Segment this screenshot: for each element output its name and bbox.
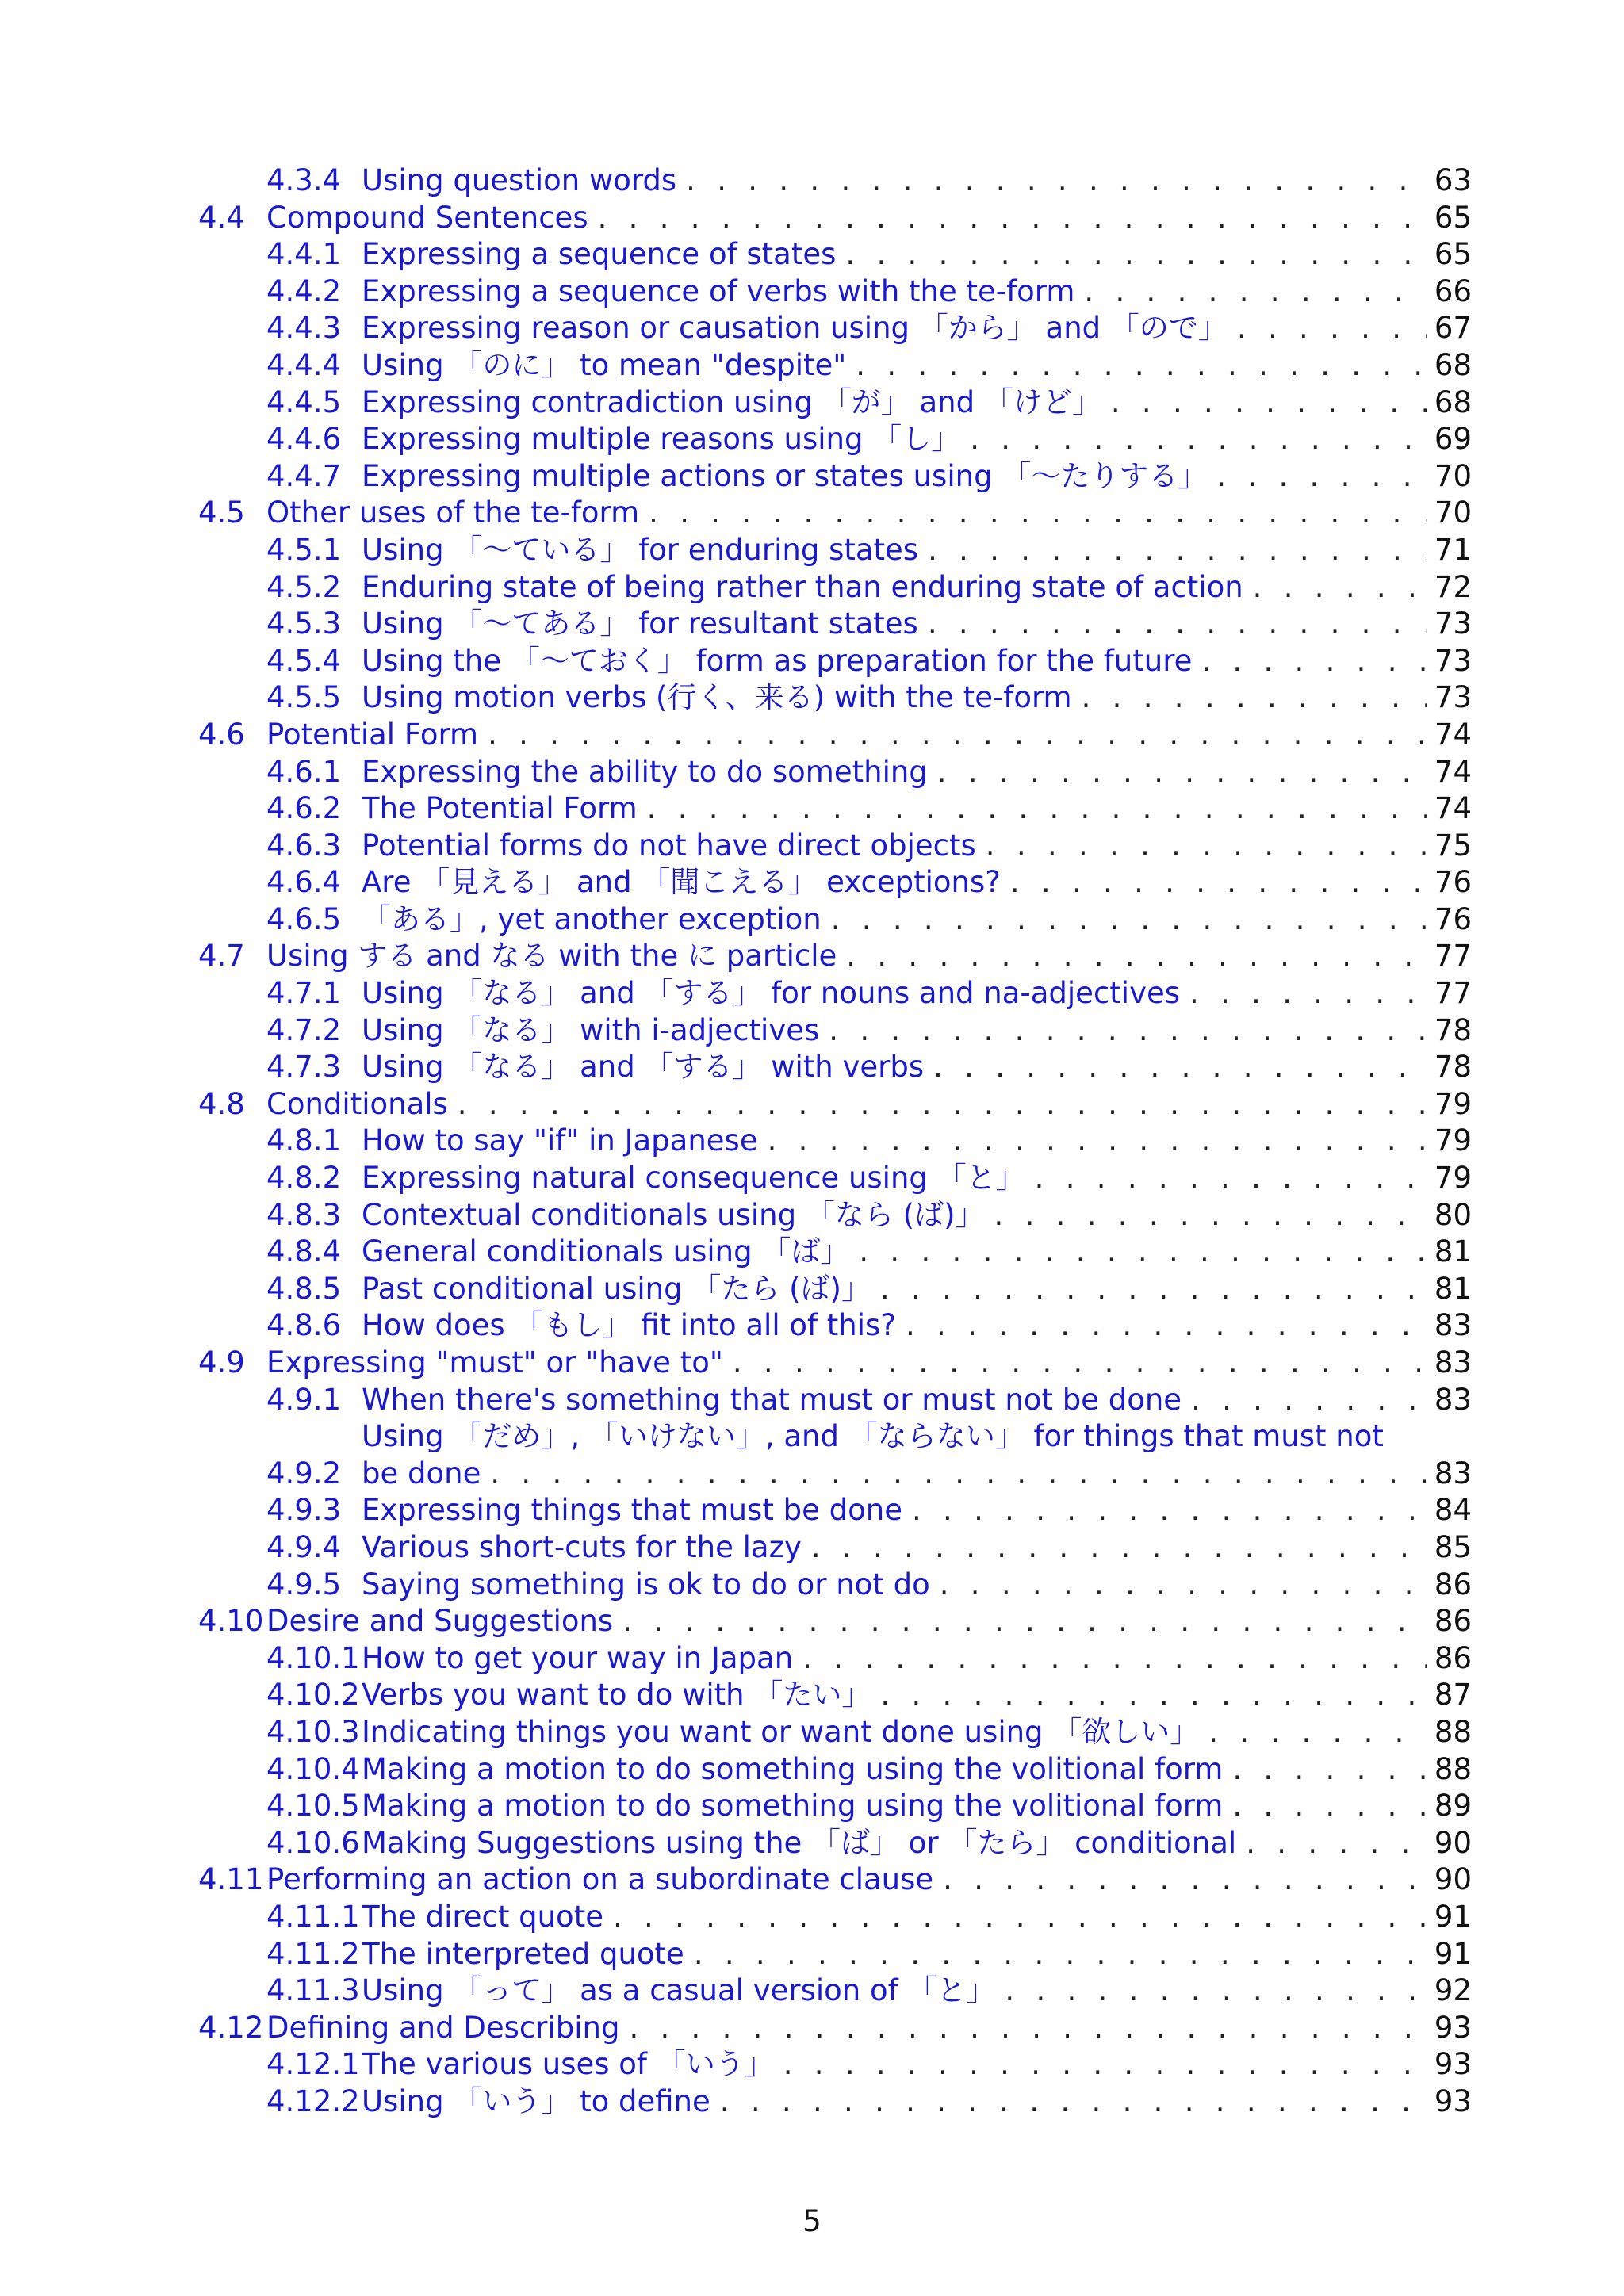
dot-leader: [822, 901, 1427, 939]
toc-entry-page: 71: [1434, 532, 1472, 567]
toc-entry[interactable]: [198, 1603, 1472, 1640]
toc-entry[interactable]: [198, 1825, 1472, 1862]
toc-entry-page: 79: [1434, 1161, 1472, 1196]
toc-entry-title: Expressing a sequence of verbs with the te-form: [362, 274, 1075, 308]
dot-leader: [976, 828, 1427, 865]
toc-entry-page: 78: [1434, 1050, 1472, 1085]
toc-entry-number: 4.10.1: [266, 1640, 360, 1675]
toc-entry-number: 4.11: [198, 1862, 264, 1897]
toc-entry-title: Using the 「～ておく」 form as preparation for the future: [362, 643, 1193, 678]
toc-entry[interactable]: [198, 1567, 1472, 1604]
dot-leader: [1072, 679, 1427, 717]
toc-entry-title: Expressing reason or causation using 「から」 and 「ので」: [362, 311, 1228, 346]
dot-leader: [1223, 1751, 1427, 1789]
toc-entry-title: How to say "if" in Japanese: [362, 1123, 758, 1158]
toc-entry-title: The direct quote: [362, 1899, 603, 1934]
dot-leader: [995, 1973, 1427, 2010]
toc-entry[interactable]: [198, 717, 1472, 754]
toc-entry-number: 4.9.2: [266, 1456, 342, 1490]
toc-entry-title: Making Suggestions using the 「ば」 or 「たら」 conditional: [362, 1825, 1237, 1860]
dot-leader: [837, 938, 1427, 975]
dot-leader: [638, 790, 1427, 828]
toc-entry[interactable]: [198, 347, 1472, 385]
toc-entry-number: 4.9: [198, 1345, 245, 1380]
toc-entry-title: Other uses of the te-form: [266, 496, 640, 530]
toc-entry-number: 4.4.6: [266, 422, 342, 457]
dot-leader: [1243, 569, 1427, 607]
toc-entry-number: 4.10.2: [266, 1678, 360, 1712]
toc-entry-number: 4.5.4: [266, 643, 342, 678]
toc-entry-number: 4.10.5: [266, 1789, 360, 1823]
toc-entry-number: 4.9.5: [266, 1567, 342, 1601]
toc-entry[interactable]: [198, 938, 1472, 975]
toc-entry-number: 4.6.2: [266, 791, 342, 826]
toc-entry-number: 4.6: [198, 717, 245, 752]
toc-entry-number: 4.8.6: [266, 1308, 342, 1343]
toc-entry-number: 4.4.4: [266, 347, 342, 382]
toc-entry[interactable]: [198, 901, 1472, 939]
toc-entry[interactable]: [198, 1012, 1472, 1050]
toc-entry-title: Enduring state of being rather than enduring state of action: [362, 569, 1243, 604]
toc-entry[interactable]: [198, 1492, 1472, 1529]
toc-entry-number: 4.6.5: [266, 901, 342, 936]
toc-entry-page: 73: [1434, 680, 1472, 715]
toc-entry[interactable]: [198, 1936, 1472, 1973]
toc-entry-title: Expressing natural consequence using 「と」: [362, 1161, 1025, 1196]
dot-leader: [819, 1012, 1427, 1050]
toc-entry-number: 4.8.2: [266, 1161, 342, 1196]
toc-entry-number: 4.5.3: [266, 607, 342, 641]
toc-entry-number: 4.5: [198, 496, 245, 530]
toc-entry-page: 68: [1434, 385, 1472, 419]
toc-entry[interactable]: [198, 790, 1472, 828]
toc-entry-number: 4.4: [198, 200, 245, 235]
dot-leader: [710, 2084, 1427, 2121]
toc-entry[interactable]: [198, 754, 1472, 791]
page-number: 5: [802, 2204, 822, 2238]
dot-leader: [918, 532, 1427, 569]
toc-entry-title: Desire and Suggestions: [266, 1604, 614, 1639]
toc-entry[interactable]: [198, 1677, 1472, 1714]
toc-entry-page: 88: [1434, 1751, 1472, 1786]
toc-entry-number: 4.9.1: [266, 1382, 342, 1417]
toc-entry-title: Compound Sentences: [266, 200, 588, 235]
toc-entry-title: Using question words: [362, 163, 677, 197]
dot-leader: [676, 163, 1427, 200]
toc-entry-number: 4.8: [198, 1086, 245, 1121]
toc-entry-title: Making a motion to do something using the volitional form: [362, 1789, 1224, 1823]
toc-entry-title: Expressing things that must be done: [362, 1493, 902, 1528]
toc-entry-title: Making a motion to do something using the volitional form: [362, 1751, 1224, 1786]
toc-entry-number: 4.11.3: [266, 1973, 360, 2008]
toc-entry[interactable]: [198, 532, 1472, 569]
dot-leader: [871, 1677, 1427, 1714]
toc-entry-title: When there's something that must or must not be done: [362, 1382, 1182, 1417]
dot-leader: [1074, 274, 1427, 311]
dot-leader: [603, 1899, 1427, 1936]
toc-entry-page: 86: [1434, 1640, 1472, 1675]
toc-entry-title: Expressing multiple actions or states using 「～たりする」: [362, 458, 1208, 493]
toc-entry-page: 83: [1434, 1308, 1472, 1343]
toc-entry-page: 91: [1434, 1899, 1472, 1934]
dot-leader: [478, 717, 1427, 754]
toc-entry[interactable]: [198, 643, 1472, 680]
dot-leader: [1025, 1160, 1427, 1197]
toc-entry-number: 4.4.5: [266, 385, 342, 419]
toc-entry-number: 4.6.3: [266, 828, 342, 863]
dot-leader: [448, 1086, 1427, 1123]
toc-entry-title: Potential Form: [266, 717, 479, 752]
toc-entry-number: 4.10.4: [266, 1751, 360, 1786]
toc-entry-title: Using 「～てある」 for resultant states: [362, 607, 918, 641]
toc-entry-title-continued: be done: [362, 1456, 481, 1490]
toc-entry-title: Using 「って」 as a casual version of 「と」: [362, 1973, 996, 2008]
toc-entry-title: Using 「なる」 and 「する」 for nouns and na-adjectives: [362, 976, 1181, 1011]
dot-leader: [846, 347, 1427, 385]
toc-entry-title: The Potential Form: [362, 791, 638, 826]
toc-entry[interactable]: [198, 310, 1472, 347]
toc-entry-page: 70: [1434, 496, 1472, 530]
dot-leader: [793, 1640, 1427, 1678]
toc-entry-page: 93: [1434, 2010, 1472, 2045]
dot-leader: [481, 1456, 1427, 1493]
dot-leader: [960, 421, 1427, 458]
toc-entry-title: Expressing multiple reasons using 「し」: [362, 422, 961, 457]
toc-entry-page: 91: [1434, 1936, 1472, 1971]
toc-entry[interactable]: [198, 679, 1472, 717]
toc-entry[interactable]: [198, 1788, 1472, 1825]
toc-entry[interactable]: [198, 1086, 1472, 1123]
toc-entry-number: 4.10.3: [266, 1714, 360, 1749]
toc-entry-title: Using 「いう」 to define: [362, 2084, 710, 2118]
toc-entry[interactable]: [198, 1307, 1472, 1345]
toc-entry-title: Are 「見える」 and 「聞こえる」 exceptions?: [362, 865, 1001, 900]
toc-entry-number: 4.5.5: [266, 680, 342, 715]
dot-leader: [871, 1271, 1427, 1308]
dot-leader: [836, 236, 1427, 274]
dot-leader: [1236, 1825, 1427, 1862]
toc-entry-number: 4.7.1: [266, 976, 342, 1011]
dot-leader: [1192, 643, 1427, 680]
toc-entry-page: 73: [1434, 643, 1472, 678]
toc-entry-number: 4.12.2: [266, 2084, 360, 2118]
toc-entry[interactable]: [198, 385, 1472, 422]
toc-entry[interactable]: [198, 569, 1472, 607]
toc-entry-number: 4.7.3: [266, 1050, 342, 1085]
toc-entry-title: General conditionals using 「ば」: [362, 1234, 850, 1269]
toc-entry-number: 4.9.3: [266, 1493, 342, 1528]
toc-entry-number: 4.10: [198, 1604, 264, 1639]
toc-entry-number: 4.10.6: [266, 1825, 360, 1860]
dot-leader: [928, 754, 1427, 791]
toc-entry-page: 74: [1434, 717, 1472, 752]
toc-entry-title: Verbs you want to do with 「たい」: [362, 1678, 871, 1712]
toc-entry[interactable]: [198, 1049, 1472, 1086]
toc-entry[interactable]: [198, 606, 1472, 643]
toc-entry-title: Various short-cuts for the lazy: [362, 1529, 802, 1564]
toc-entry-title: Potential forms do not have direct objects: [362, 828, 976, 863]
dot-leader: [902, 1492, 1427, 1529]
toc-entry-page: 90: [1434, 1862, 1472, 1897]
toc-entry-title: Using する and なる with the に particle: [266, 939, 837, 974]
dot-leader: [723, 1345, 1427, 1382]
dot-leader: [985, 1197, 1427, 1234]
toc-entry[interactable]: [198, 236, 1472, 274]
toc-entry[interactable]: [198, 1160, 1472, 1197]
dot-leader: [588, 200, 1427, 237]
dot-leader: [774, 2046, 1427, 2084]
dot-leader: [1101, 385, 1427, 422]
toc-entry[interactable]: [198, 1640, 1472, 1678]
toc-entry-title: How to get your way in Japan: [362, 1640, 794, 1675]
dot-leader: [619, 2010, 1427, 2047]
toc-entry-number: 4.8.1: [266, 1123, 342, 1158]
dot-leader: [684, 1936, 1427, 1973]
toc-entry[interactable]: [198, 1862, 1472, 1899]
toc-entry-page: 89: [1434, 1789, 1472, 1823]
toc-entry-page: 80: [1434, 1197, 1472, 1232]
toc-entry-page: 93: [1434, 2084, 1472, 2118]
toc-entry-title: Using 「だめ」, 「いけない」, and 「ならない」 for things that must not: [362, 1419, 1384, 1454]
toc-entry-title: How does 「もし」 fit into all of this?: [362, 1308, 896, 1343]
toc-entry[interactable]: [198, 200, 1472, 237]
toc-entry-title: Indicating things you want or want done using 「欲しい」: [362, 1714, 1200, 1749]
dot-leader: [1228, 310, 1427, 347]
toc-entry[interactable]: [198, 2084, 1472, 2121]
dot-leader: [849, 1234, 1427, 1271]
toc-entry-page: 78: [1434, 1012, 1472, 1047]
toc-entry-page: 84: [1434, 1493, 1472, 1528]
toc-entry-page: 65: [1434, 200, 1472, 235]
toc-entry[interactable]: [198, 421, 1472, 458]
toc-entry-number: 4.4.1: [266, 237, 342, 272]
toc-entry[interactable]: [198, 1271, 1472, 1308]
toc-entry-page: 86: [1434, 1567, 1472, 1601]
toc-entry-title: Contextual conditionals using 「なら (ば)」: [362, 1197, 985, 1232]
dot-leader: [933, 1862, 1427, 1899]
toc-entry-title: 「ある」, yet another exception: [362, 901, 822, 936]
toc-entry-page: 69: [1434, 422, 1472, 457]
toc-entry-number: 4.7: [198, 939, 245, 974]
toc-entry-title: Expressing "must" or "have to": [266, 1345, 723, 1380]
toc-entry-title: Using 「なる」 with i-adjectives: [362, 1012, 820, 1047]
toc-entry-page: 90: [1434, 1825, 1472, 1860]
toc-entry-number: 4.8.3: [266, 1197, 342, 1232]
toc-entry-page: 85: [1434, 1529, 1472, 1564]
dot-leader: [613, 1603, 1427, 1640]
toc-entry-page: 76: [1434, 865, 1472, 900]
toc-entry[interactable]: [198, 274, 1472, 311]
toc-entry-number: 4.9.4: [266, 1529, 342, 1564]
toc-entry-page: 76: [1434, 901, 1472, 936]
toc-entry[interactable]: [198, 1529, 1472, 1567]
toc-entry-page: 81: [1434, 1271, 1472, 1306]
toc-entry-page: 77: [1434, 939, 1472, 974]
toc-entry-title: Using motion verbs (行く、来る) with the te-form: [362, 680, 1072, 715]
toc-entry[interactable]: [198, 1345, 1472, 1382]
dot-leader: [1207, 458, 1427, 496]
toc-entry-page: 79: [1434, 1123, 1472, 1158]
toc-entry-page: 81: [1434, 1234, 1472, 1269]
toc-entry-page: 83: [1434, 1456, 1472, 1490]
toc-entry[interactable]: [198, 864, 1472, 901]
toc-entry-page: 87: [1434, 1678, 1472, 1712]
toc-entry-number: 4.4.7: [266, 458, 342, 493]
toc-entry-title: Expressing contradiction using 「が」 and 「けど」: [362, 385, 1101, 419]
toc-entry[interactable]: [198, 495, 1472, 532]
toc-entry-title: Using 「のに」 to mean "despite": [362, 347, 847, 382]
toc-entry-number: 4.7.2: [266, 1012, 342, 1047]
toc-entry-page: 88: [1434, 1714, 1472, 1749]
dot-leader: [896, 1307, 1427, 1345]
toc-entry-page: 74: [1434, 754, 1472, 789]
dot-leader: [1223, 1788, 1427, 1825]
toc-entry[interactable]: [198, 1899, 1472, 1936]
toc-entry-page: 77: [1434, 976, 1472, 1011]
dot-leader: [1182, 1382, 1427, 1419]
toc-entry-page: 66: [1434, 274, 1472, 308]
toc-entry[interactable]: [198, 458, 1472, 496]
toc-entry-page: 72: [1434, 569, 1472, 604]
toc-entry-title: The various uses of 「いう」: [362, 2047, 774, 2082]
toc-entry-title: Defining and Describing: [266, 2010, 620, 2045]
toc-entry-page: 83: [1434, 1382, 1472, 1417]
toc-entry-number: 4.4.3: [266, 311, 342, 346]
toc-entry-page: 65: [1434, 237, 1472, 272]
toc-entry-page: 92: [1434, 1973, 1472, 2008]
dot-leader: [758, 1123, 1427, 1160]
toc-entry-number: 4.5.1: [266, 532, 342, 567]
toc-entry[interactable]: [198, 163, 1472, 200]
toc-entry-title: Performing an action on a subordinate clause: [266, 1862, 934, 1897]
toc-entry-title: Using 「～ている」 for enduring states: [362, 532, 919, 567]
toc-entry-number: 4.4.2: [266, 274, 342, 308]
toc-entry[interactable]: [198, 1973, 1472, 2010]
toc-entry[interactable]: [198, 2010, 1472, 2047]
toc-entry-number: 4.3.4: [266, 163, 342, 197]
toc-entry-title: Saying something is ok to do or not do: [362, 1567, 930, 1601]
toc-entry-title: Past conditional using 「たら (ば)」: [362, 1271, 871, 1306]
toc-entry-number: 4.5.2: [266, 569, 342, 604]
toc-entry-number: 4.12.1: [266, 2047, 360, 2082]
toc-entry-number: 4.8.4: [266, 1234, 342, 1269]
toc-entry-title: The interpreted quote: [362, 1936, 684, 1971]
toc-entry-page: 70: [1434, 458, 1472, 493]
toc-entry[interactable]: [198, 1751, 1472, 1789]
toc-entry-page: 73: [1434, 607, 1472, 641]
dot-leader: [1001, 864, 1427, 901]
toc-entry-page: 86: [1434, 1604, 1472, 1639]
toc-entry[interactable]: [198, 1382, 1472, 1419]
toc-entry-title: Expressing a sequence of states: [362, 237, 837, 272]
dot-leader: [639, 495, 1427, 532]
toc-entry[interactable]: [198, 1234, 1472, 1271]
toc-entry-title: Conditionals: [266, 1086, 448, 1121]
toc-entry[interactable]: [198, 1714, 1472, 1751]
toc-entry[interactable]: [198, 828, 1472, 865]
toc-entry-page: 74: [1434, 791, 1472, 826]
toc-entry[interactable]: [198, 2046, 1472, 2084]
toc-entry[interactable]: [198, 1418, 1472, 1492]
toc-entry-number: 4.11.1: [266, 1899, 360, 1934]
toc-entry-page: 93: [1434, 2047, 1472, 2082]
toc-entry-number: 4.12: [198, 2010, 264, 2045]
toc-entry-page: 75: [1434, 828, 1472, 863]
dot-leader: [1199, 1714, 1427, 1751]
toc-entry-title: Expressing the ability to do something: [362, 754, 928, 789]
toc-entry-number: 4.6.4: [266, 865, 342, 900]
toc-entry-page: 83: [1434, 1345, 1472, 1380]
toc-entry[interactable]: [198, 975, 1472, 1012]
toc-entry-number: 4.6.1: [266, 754, 342, 789]
dot-leader: [1180, 975, 1427, 1012]
toc-entry-title: Using 「なる」 and 「する」 with verbs: [362, 1050, 925, 1085]
toc-entry-number: 4.8.5: [266, 1271, 342, 1306]
toc-entry-page: 67: [1434, 311, 1472, 346]
toc-entry-number: 4.11.2: [266, 1936, 360, 1971]
table-of-contents: [198, 163, 1472, 2120]
dot-leader: [918, 606, 1427, 643]
dot-leader: [802, 1529, 1427, 1567]
toc-entry-page: 79: [1434, 1086, 1472, 1121]
toc-entry-page: 63: [1434, 163, 1472, 197]
dot-leader: [924, 1049, 1427, 1086]
dot-leader: [930, 1567, 1427, 1604]
toc-entry[interactable]: [198, 1123, 1472, 1160]
toc-entry-page: 68: [1434, 347, 1472, 382]
toc-entry[interactable]: [198, 1197, 1472, 1234]
